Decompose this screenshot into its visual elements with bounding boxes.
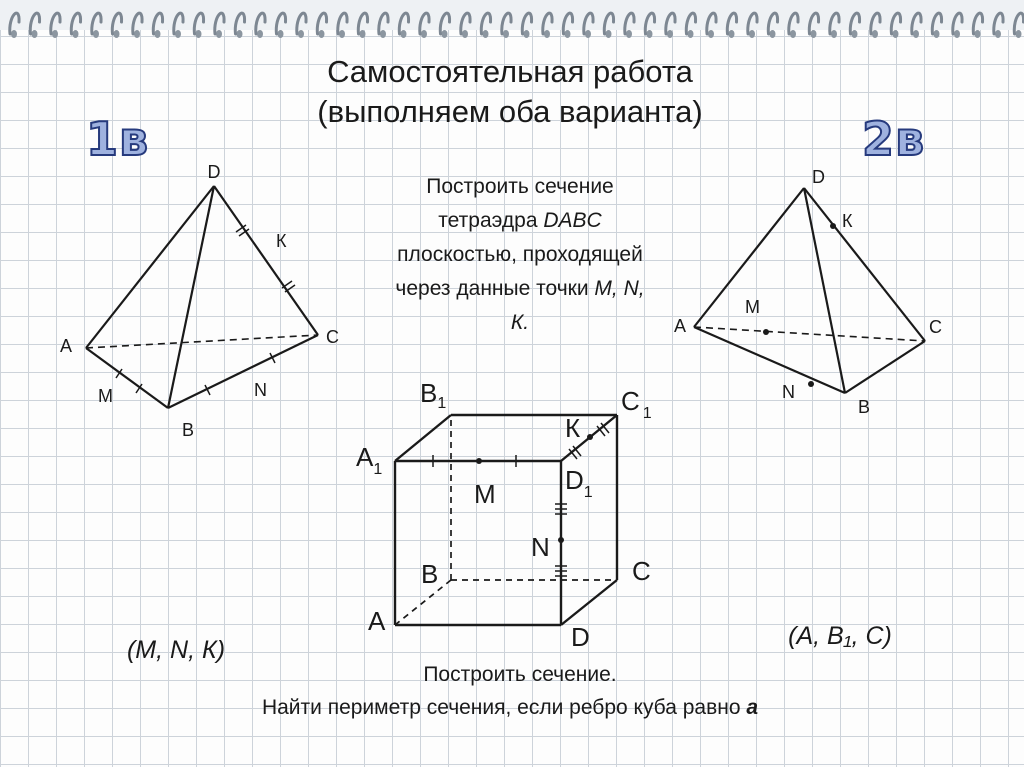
label-M: M — [745, 297, 760, 317]
label-C1 — [621, 386, 652, 422]
label-C: C — [632, 556, 651, 586]
label-B1 — [420, 378, 446, 412]
label-A1-main: A — [356, 442, 374, 472]
variant-2-label: 2в — [862, 112, 926, 166]
point-N — [558, 537, 564, 543]
label-B1-sub: 1 — [437, 395, 447, 412]
point-M — [476, 458, 482, 464]
label-M: M — [98, 386, 113, 406]
label-D: D — [571, 622, 590, 652]
label-D: D — [207, 162, 221, 182]
label-C1-sub: 1 — [642, 405, 652, 422]
label-K: К — [842, 211, 853, 231]
label-C1-main: C — [621, 386, 640, 416]
label-D1-main: D — [565, 465, 584, 495]
label-A: A — [368, 606, 386, 636]
label-A: A — [674, 316, 687, 336]
label-D1 — [565, 465, 593, 501]
label-N: N — [254, 380, 267, 400]
points-variant-1: (M, N, К) — [126, 636, 226, 664]
label-D1-sub: 1 — [583, 484, 593, 501]
cube-task-line-2-text: Найти периметр сечения, если ребро куба равно — [261, 696, 747, 719]
title-line-1: Самостоятельная работа — [327, 54, 693, 89]
points-variant-2: (A, B₁, C) — [788, 622, 892, 650]
task-line-5: К. — [510, 311, 530, 334]
label-B: B — [421, 559, 439, 589]
task-line-2-prefix: тетраэдра — [438, 209, 544, 232]
task-points: M, N, — [594, 277, 645, 300]
edge-A1-B1 — [395, 415, 451, 461]
point-K — [587, 434, 593, 440]
label-K: К — [565, 413, 581, 443]
variant-1-label: 1в — [86, 112, 150, 166]
label-A1 — [356, 442, 382, 478]
tetrahedron-name: DABC — [543, 209, 602, 232]
label-N: N — [782, 382, 795, 402]
label-C: C — [929, 317, 942, 337]
label-K: К — [276, 231, 287, 251]
label-C: C — [326, 327, 339, 347]
label-B: B — [858, 397, 871, 417]
label-N: N — [531, 532, 550, 562]
title-line-2: (выполняем оба варианта) — [317, 94, 703, 129]
task-line-1: Построить сечение — [426, 175, 614, 198]
label-A: A — [60, 336, 73, 356]
label-B: B — [182, 420, 195, 440]
cube-task-line-2 — [150, 696, 870, 720]
cube-task-line-1: Построить сечение. — [423, 663, 617, 686]
task-line-3: плоскостью, проходящей — [397, 243, 643, 266]
task-line-4-prefix: через данные точки — [395, 277, 595, 300]
label-M: M — [474, 479, 496, 509]
cube-edge-symbol: а — [746, 696, 759, 719]
label-D: D — [812, 167, 825, 187]
label-A1-sub: 1 — [373, 461, 383, 478]
edge-C-D — [561, 580, 617, 625]
label-B1-main: B — [420, 378, 438, 408]
